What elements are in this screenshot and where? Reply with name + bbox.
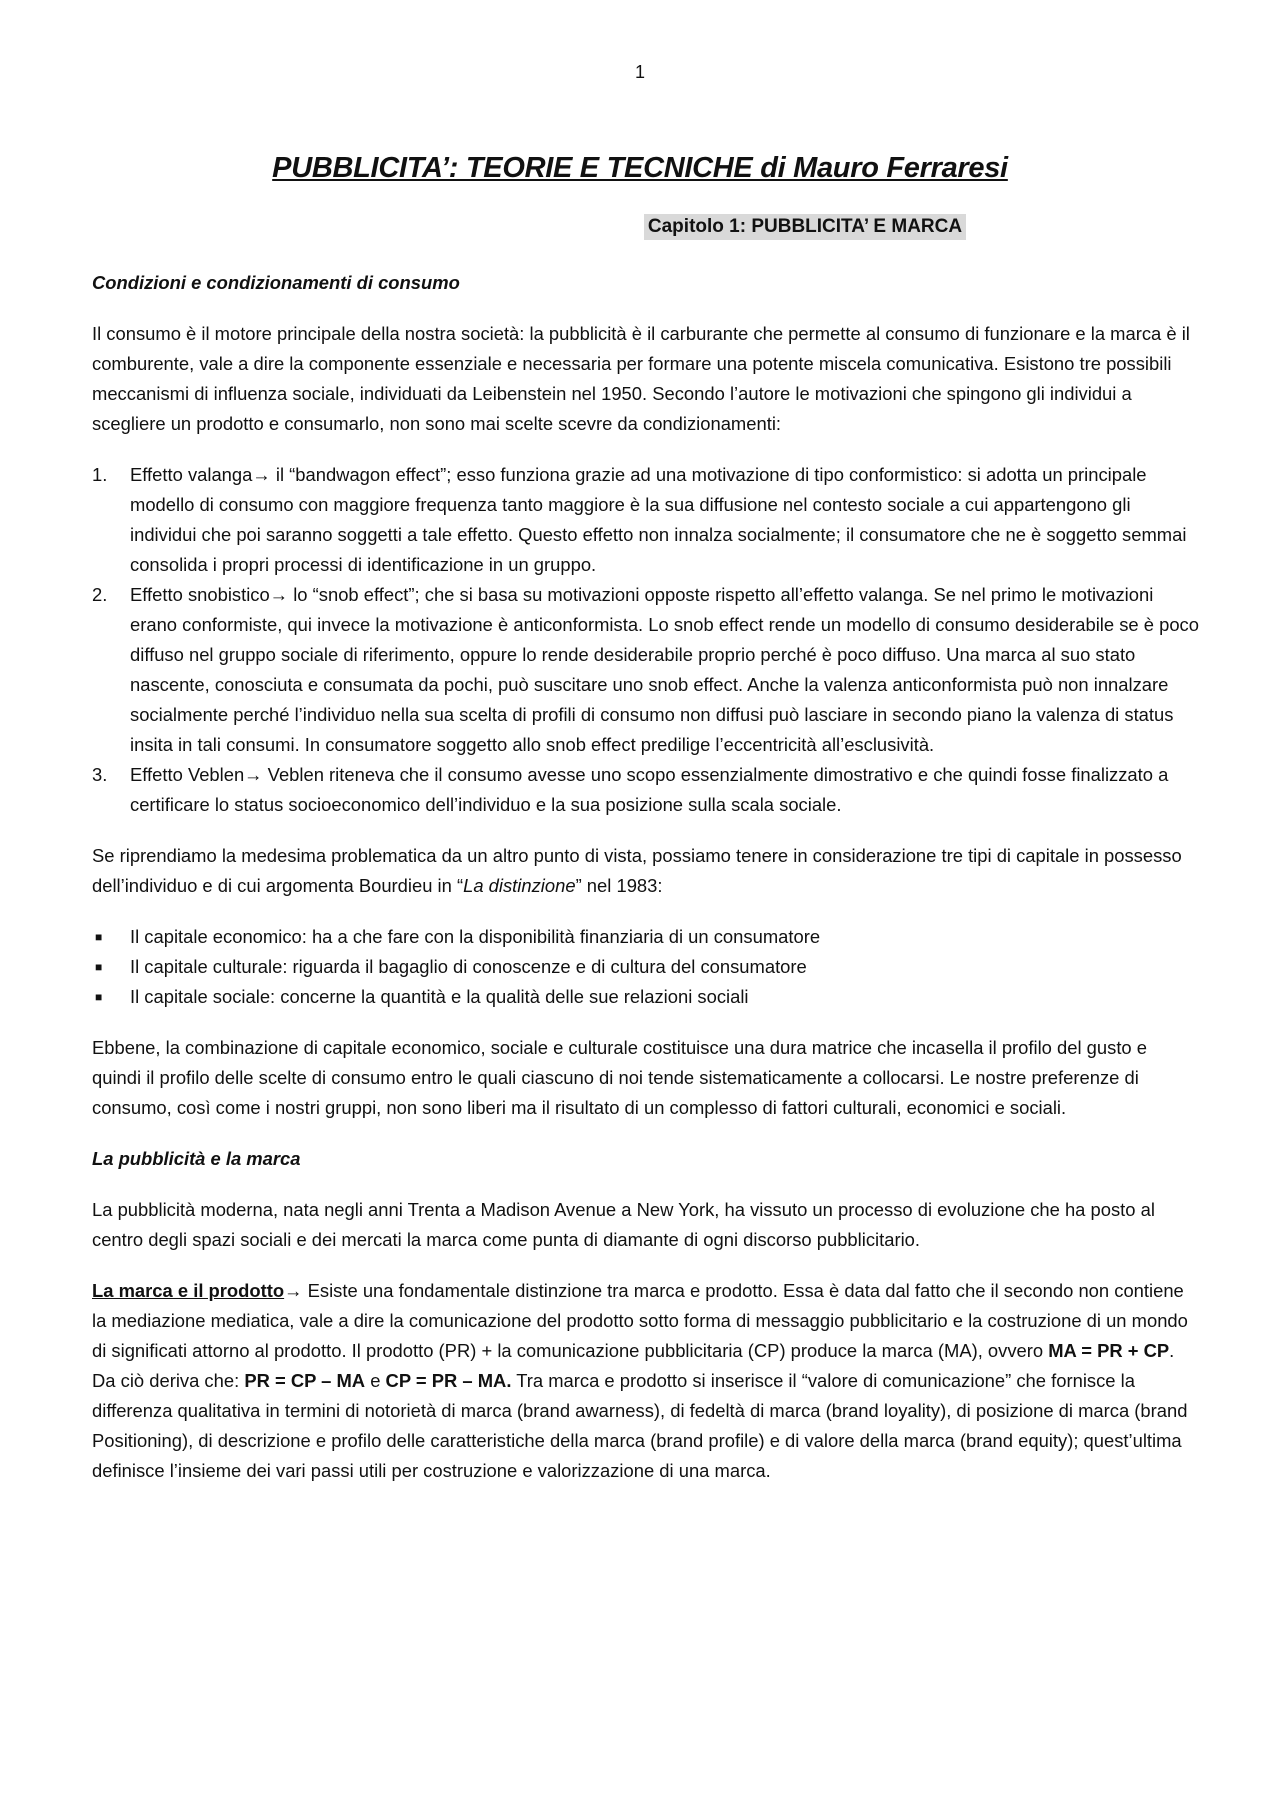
capitals-list <box>92 922 1200 1012</box>
list-item-text: Il capitale economico: ha a che fare con la disponibilità finanziaria di un consumatore <box>130 926 821 947</box>
list-item-text: Il capitale culturale: riguarda il bagaglio di conoscenze e di cultura del consumatore <box>130 956 807 977</box>
list-item-text: Effetto Veblen→ Veblen riteneva che il consumo avesse uno scopo essenzialmente dimostrativo e che quindi fosse finalizzato a certificare lo status socioeconomico dell’individuo e la sua posizione sulla scala sociale. <box>130 764 1169 815</box>
paragraph-brand-product <box>92 1276 1200 1486</box>
list-number: 1. <box>92 464 108 485</box>
book-title: La distinzione <box>463 875 576 896</box>
brand-product-text: . Da ciò deriva che: <box>92 1340 1175 1391</box>
effects-list <box>92 460 1200 820</box>
brand-product-text: Tra marca e prodotto si inserisce il “valore di comunicazione” che fornisce la differenza qualitativa in termini di notorietà di marca (brand awarness), di fedeltà di marca (brand loyality), di posizione di marca (brand Positioning), di descrizione e profilo delle caratteristiche della marca (brand profile) e di valore della marca (brand equity); quest’ultima definisce l’insieme dei vari passi utili per costruzione e valorizzazione di una marca. <box>92 1370 1188 1481</box>
list-item <box>92 460 1200 580</box>
section-heading-advertising: La pubblicità e la marca <box>92 1148 301 1169</box>
document-body <box>92 268 1200 1507</box>
list-item-text: Effetto snobistico→ lo “snob effect”; che si basa su motivazioni opposte rispetto all’effetto valanga. Se nel primo le motivazioni erano conformiste, qui invece la motivazione è anticonformista. Lo snob effect rende un modello di consumo desiderabile se è poco diffuso nel gruppo sociale di riferimento, oppure lo rende desiderabile proprio perché è poco diffuso. Una marca al suo stato nascente, conosciuta e consumata da pochi, può suscitare uno snob effect. Anche la valenza anticonformista può non innalzare socialmente perché l’individuo nella sua scelta di profili di consumo non diffusi può lasciare in secondo piano la valenza di status insita in tali consumi. In consumatore soggetto allo snob effect predilige l’eccentricità all’esclusività. <box>130 584 1199 755</box>
paragraph-intro: Il consumo è il motore principale della nostra società: la pubblicità è il carburante che permette al consumo di funzionare e la marca è il comburente, vale a dire la componente essenziale e necessaria per formare una potente miscela comunicativa. Esistono tre possibili meccanismi di influenza sociale, individuati da Leibenstein nel 1950. Secondo l’autore le motivazioni che spingono gli individui a scegliere un prodotto e consumarlo, non sono mai scelte scevre da condizionamenti: <box>92 323 1190 434</box>
chapter-heading: Capitolo 1: PUBBLICITA’ E MARCA <box>644 214 966 240</box>
formula-pr: PR = CP – MA <box>244 1370 366 1391</box>
paragraph-advertising: La pubblicità moderna, nata negli anni Trenta a Madison Avenue a New York, ha vissuto un processo di evoluzione che ha posto al centro degli spazi sociali e dei mercati la marca come punta di diamante di ogni discorso pubblicitario. <box>92 1199 1155 1250</box>
list-number: 3. <box>92 764 108 785</box>
square-bullet-icon: ■ <box>95 930 103 944</box>
list-item <box>92 922 1200 952</box>
brand-product-label: La marca e il prodotto <box>92 1280 285 1301</box>
list-number: 2. <box>92 584 108 605</box>
square-bullet-icon: ■ <box>95 960 103 974</box>
brand-product-text: → Esiste una fondamentale distinzione tra marca e prodotto. Essa è data dal fatto che il secondo non contiene la mediazione mediatica, vale a dire la comunicazione del prodotto sotto forma di messaggio pubblicitario e la costruzione di un mondo di significati attorno al prodotto. Il prodotto (PR) + la comunicazione pubblicitaria (CP) produce la marca (MA), ovvero <box>92 1280 1188 1361</box>
list-item-text: Effetto valanga→ il “bandwagon effect”; esso funziona grazie ad una motivazione di tipo conformistico: si adotta un principale modello di consumo con maggiore frequenza tanto maggiore è la sua diffusione nel contesto sociale a cui appartengono gli individui che poi saranno soggetti a tale effetto. Questo effetto non innalza socialmente; il consumatore che ne è soggetto semmai consolida i propri processi di identificazione in un gruppo. <box>130 464 1187 575</box>
paragraph-conclusion: Ebbene, la combinazione di capitale economico, sociale e culturale costituisce una dura matrice che incasella il profilo del gusto e quindi il profilo delle scelte di consumo entro le quali ciascuno di noi tende sistematicamente a collocarsi. Le nostre preferenze di consumo, così come i nostri gruppi, non sono liberi ma il risultato di un complesso di fattori culturali, economici e sociali. <box>92 1037 1147 1118</box>
document-title: PUBBLICITA’: TEORIE E TECNICHE di Mauro Ferraresi <box>272 152 1008 184</box>
list-item <box>92 952 1200 982</box>
bourdieu-text-after: ” nel 1983: <box>575 875 663 896</box>
list-item <box>92 580 1200 760</box>
list-item <box>92 760 1200 820</box>
list-item <box>92 982 1200 1012</box>
page-number: 1 <box>634 62 645 82</box>
brand-product-text: e <box>365 1370 386 1391</box>
paragraph-bourdieu <box>92 841 1200 901</box>
chapter-heading-wrap <box>0 214 1280 240</box>
square-bullet-icon: ■ <box>95 990 103 1004</box>
formula-ma: MA = PR + CP <box>1048 1340 1170 1361</box>
list-item-text: Il capitale sociale: concerne la quantità e la qualità delle sue relazioni sociali <box>130 986 749 1007</box>
section-heading-consumption: Condizioni e condizionamenti di consumo <box>92 272 460 293</box>
formula-cp: CP = PR – MA. <box>385 1370 512 1391</box>
bourdieu-text-before: Se riprendiamo la medesima problematica da un altro punto di vista, possiamo tenere in considerazione tre tipi di capitale in possesso dell’individuo e di cui argomenta Bourdieu in “ <box>92 845 1182 896</box>
